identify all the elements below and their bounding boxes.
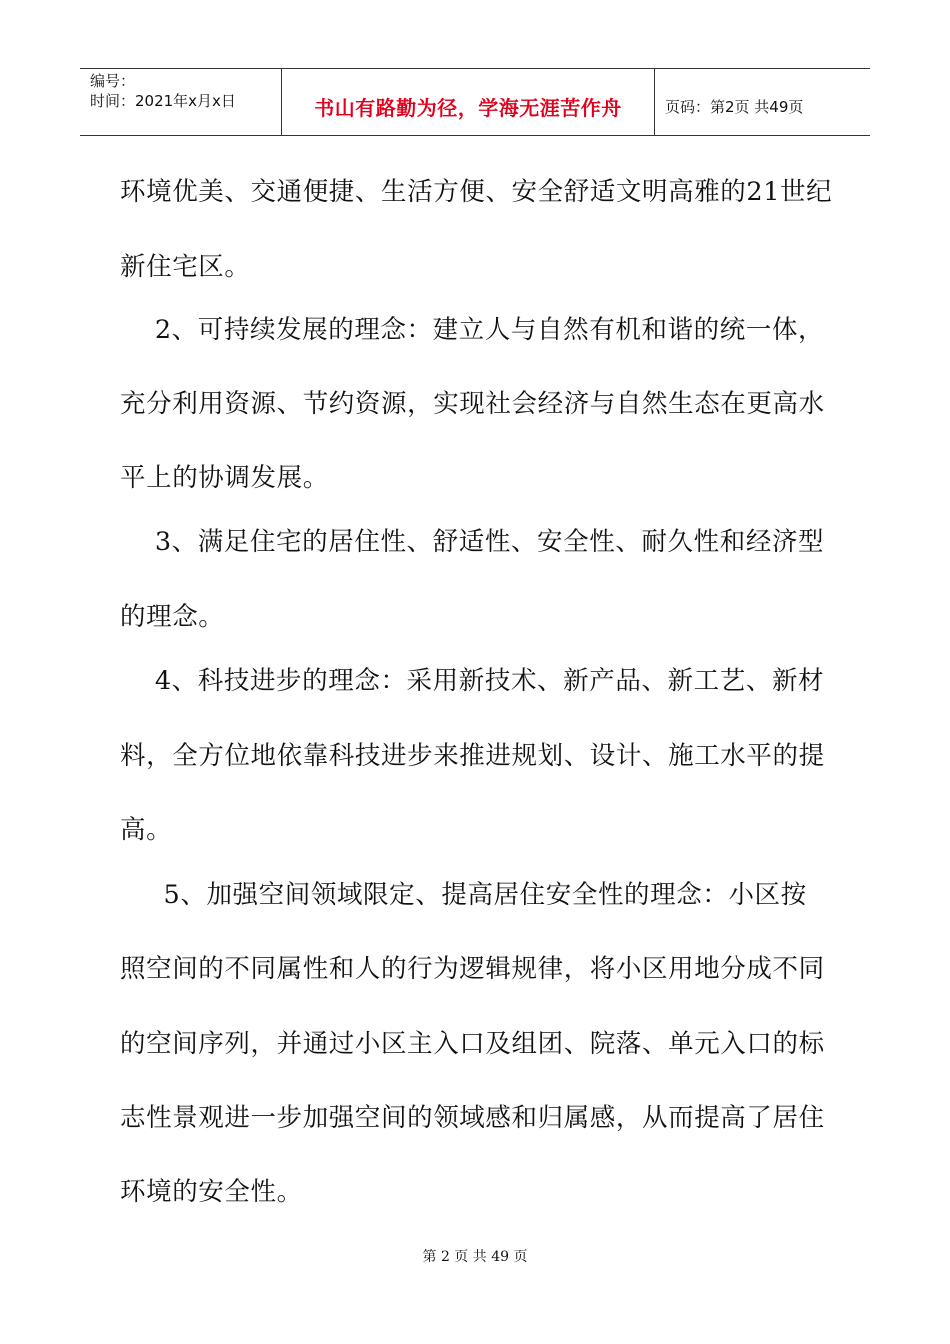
header-page-cell — [655, 69, 870, 135]
document-date-label: 时间：2021年x月x日 — [90, 92, 236, 110]
body-line: 环境的安全性。 — [120, 1177, 303, 1207]
body-line: 照空间的不同属性和人的行为逻辑规律，将小区用地分成不同 — [120, 954, 825, 984]
body-line: 充分利用资源、节约资源，实现社会经济与自然生态在更高水 — [120, 389, 825, 419]
body-line: 高。 — [120, 815, 173, 845]
header-meta-cell — [80, 69, 282, 135]
body-line: 料，全方位地依靠科技进步来推进规划、设计、施工水平的提 — [120, 741, 825, 771]
body-line: 平上的协调发展。 — [120, 463, 329, 493]
body-line: 志性景观进一步加强空间的领域感和归属感，从而提高了居住 — [120, 1103, 825, 1133]
page-footer: 第 2 页 共 49 页 — [422, 1249, 528, 1265]
header-motto: 书山有路勤为径，学海无涯苦作舟 — [314, 95, 622, 120]
body-line: 5、加强空间领域限定、提高居住安全性的理念：小区按 — [120, 880, 807, 910]
body-line: 的空间序列，并通过小区主入口及组团、院落、单元入口的标 — [120, 1029, 825, 1059]
body-line: 4、科技进步的理念：采用新技术、新产品、新工艺、新材 — [120, 666, 825, 696]
body-line: 2、可持续发展的理念：建立人与自然有机和谐的统一体， — [120, 315, 825, 345]
header-motto-cell — [282, 69, 655, 135]
body-line: 新住宅区。 — [120, 252, 251, 282]
header-page-info: 页码：第2页 共49页 — [665, 97, 804, 116]
document-header — [80, 68, 870, 136]
body-line: 环境优美、交通便捷、生活方便、安全舒适文明高雅的21世纪 — [120, 177, 833, 207]
document-number-label: 编号： — [90, 72, 136, 90]
body-line: 的理念。 — [120, 602, 225, 632]
body-line: 3、满足住宅的居住性、舒适性、安全性、耐久性和经济型 — [120, 527, 825, 557]
